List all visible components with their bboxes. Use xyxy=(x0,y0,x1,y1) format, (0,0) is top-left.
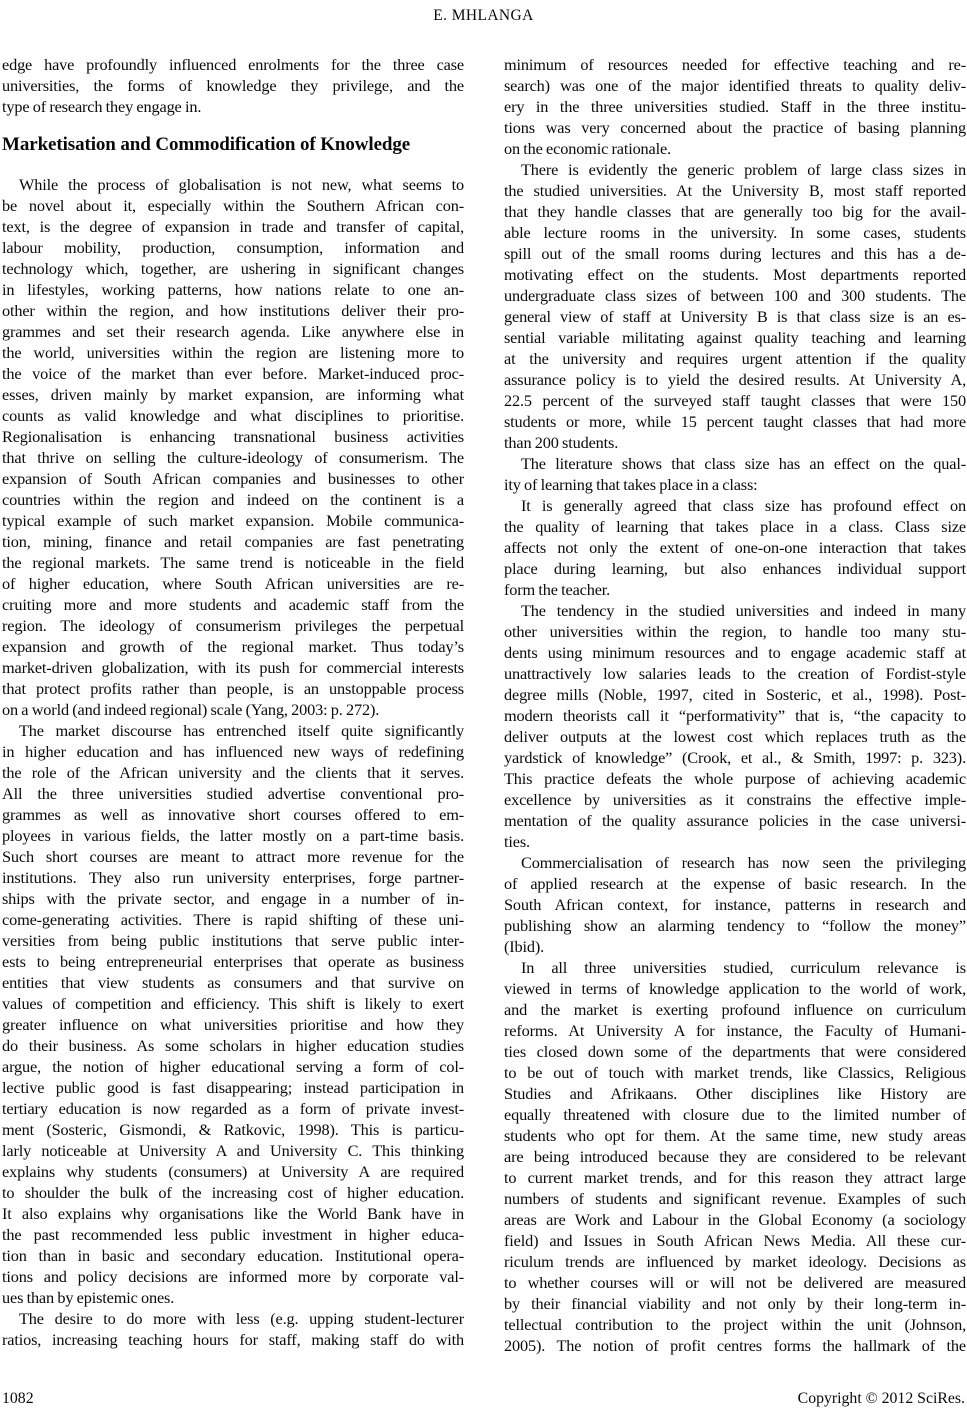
text-line: degree mills (Noble, 1997, cited in Sosteric, et al., 1998). Post- xyxy=(504,685,966,704)
text-line: publishing show an alarming tendency to “follow the money” xyxy=(504,916,966,935)
text-line: other within the region, and how institutions deliver their pro- xyxy=(2,301,464,320)
text-line: market-driven globalization, with its push for commercial interests xyxy=(2,658,464,677)
copyright-notice: Copyright © 2012 SciRes. xyxy=(797,1390,965,1407)
text-line: expansion of South African companies and businesses to other xyxy=(2,469,464,488)
text-line: entities that view students as consumers and that survive on xyxy=(2,973,464,992)
text-line: excellence by universities as it constrains the effective imple- xyxy=(504,790,966,809)
text-line: equally threatened with closure due to the limited number of xyxy=(504,1105,966,1124)
text-line: tertiary education is now regarded as a form of private invest- xyxy=(2,1099,464,1118)
text-line: ery in the three universities studied. Staff in the three institu- xyxy=(504,97,966,116)
text-line: assurance policy is to yield the desired results. At University A, xyxy=(504,370,966,389)
text-line: unattractively low salaries leads to the creation of Fordist-style xyxy=(504,664,966,683)
text-line: versities from being public institutions that serve public inter- xyxy=(2,931,464,950)
text-line: in higher education and has influenced new ways of redefining xyxy=(2,742,464,761)
text-line: of higher education, where South African universities are re- xyxy=(2,574,464,593)
text-line: tions and policy decisions are informed more by corporate val- xyxy=(2,1267,464,1286)
text-line: Regionalisation is enhancing transnational business activities xyxy=(2,427,464,446)
paragraph xyxy=(504,852,966,957)
text-line: come-generating activities. There is rapid shifting of these uni- xyxy=(2,910,464,929)
text-line: The market discourse has entrenched itself quite significantly xyxy=(19,721,464,740)
text-line: grammes as well as innovative short courses offered to em- xyxy=(2,805,464,824)
text-line: reforms. At University A for instance, the Faculty of Humani- xyxy=(504,1021,966,1040)
text-line: the studied universities. At the University B, most staff reported xyxy=(504,181,966,200)
text-line: ues than by epistemic ones. xyxy=(2,1288,175,1307)
text-line: The desire to do more with less (e.g. upping student-lecturer xyxy=(19,1309,464,1328)
text-line: on a world (and indeed regional) scale (Yang, 2003: p. 272). xyxy=(2,700,380,719)
text-line: to current market trends, and for this reason they attract large xyxy=(504,1168,966,1187)
text-line: spill out of the small rooms during lectures and this has a de- xyxy=(504,244,966,263)
text-line: ment (Sosteric, Gismondi, & Ratkovic, 1998). This is particu- xyxy=(2,1120,464,1139)
text-line: students who opt for them. At the same time, new study areas xyxy=(504,1126,966,1145)
text-line: dents using minimum resources and to engage academic staff at xyxy=(504,643,966,662)
text-line: It is generally agreed that class size has profound effect on xyxy=(521,496,966,515)
text-line: 22.5 percent of the surveyed staff taught classes that were 150 xyxy=(504,391,966,410)
text-line: universities, the forms of knowledge they privilege, and the xyxy=(2,76,464,95)
text-line: larly noticeable at University A and University C. This thinking xyxy=(2,1141,464,1160)
paragraph xyxy=(2,720,464,1308)
text-line: (Ibid). xyxy=(504,937,545,956)
paragraph xyxy=(504,453,966,495)
text-line: are being introduced because they are considered to be relevant xyxy=(504,1147,966,1166)
text-line: region. The ideology of consumerism privileges the perpetual xyxy=(2,616,464,635)
text-line: place during learning, but also enhances individual support xyxy=(504,559,966,578)
text-line: viewed in terms of knowledge application to the world of work, xyxy=(504,979,966,998)
text-line: at the university and requires urgent attention if the quality xyxy=(504,349,966,368)
text-line: the quality of learning that takes place in a class. Class size xyxy=(504,517,966,536)
text-line: that they handle classes that are generally too big for the avail- xyxy=(504,202,966,221)
text-line: and the market is exerting profound influence on curriculum xyxy=(504,1000,966,1019)
text-line: minimum of resources needed for effective teaching and re- xyxy=(504,55,966,74)
text-line: in lifestyles, working patterns, how nations relate to one an- xyxy=(2,280,464,299)
text-line: It also explains why organisations like the World Bank have in xyxy=(2,1204,464,1223)
page-number: 1082 xyxy=(2,1390,34,1407)
text-line: technology which, together, are ushering in significant changes xyxy=(2,259,464,278)
text-line: the past recommended less public investment in higher educa- xyxy=(2,1225,464,1244)
paragraph xyxy=(2,1308,464,1350)
text-line: ests to being entrepreneurial enterprises that operate as business xyxy=(2,952,464,971)
text-line: undergraduate class sizes of between 100 and 300 students. The xyxy=(504,286,966,305)
text-line: counts as valid knowledge and what disciplines to prioritise. xyxy=(2,406,464,425)
paragraph xyxy=(504,600,966,852)
text-line: other universities within the region, to handle too many stu- xyxy=(504,622,966,641)
section-heading: Marketisation and Commodification of Knowledge xyxy=(2,134,411,155)
text-line: of applied research at the expense of basic research. In the xyxy=(504,874,966,893)
text-line: numbers of students and significant revenue. Examples of such xyxy=(504,1189,966,1208)
text-line: 2005). The notion of profit centres forms the hallmark of the xyxy=(504,1336,966,1355)
text-line: the role of the African university and the clients that it serves. xyxy=(2,763,464,782)
text-line: All the three universities studied advertise conventional pro- xyxy=(2,784,464,803)
running-head-title: E. MHLANGA xyxy=(433,7,534,24)
text-line: tellectual contribution to the project within the unit (Johnson, xyxy=(504,1315,966,1334)
text-line: The tendency in the studied universities and indeed in many xyxy=(521,601,966,620)
text-line: form the teacher. xyxy=(504,580,611,599)
text-line: modern theorists call it “performativity” that is, “the capacity to xyxy=(504,706,966,725)
text-line: explains why students (consumers) at University A are required xyxy=(2,1162,464,1181)
text-line: do their business. As some scholars in higher education studies xyxy=(2,1036,464,1055)
text-line: to be out of touch with market trends, like Classics, Religious xyxy=(504,1063,966,1082)
text-line: Such short courses are meant to attract more revenue for the xyxy=(2,847,464,866)
text-line: While the process of globalisation is not new, what seems to xyxy=(19,175,464,194)
text-line: on the economic rationale. xyxy=(504,139,671,158)
text-line: be novel about it, especially within the Southern African con- xyxy=(2,196,464,215)
text-line: South African context, for instance, patterns in research and xyxy=(504,895,966,914)
text-line: There is evidently the generic problem of large class sizes in xyxy=(521,160,966,179)
text-line: ties closed down some of the departments that were considered xyxy=(504,1042,966,1061)
text-line: This practice defeats the whole purpose of achieving academic xyxy=(504,769,966,788)
text-line: tions was very concerned about the practice of basing planning xyxy=(504,118,966,137)
text-line: values of competition and efficiency. This shift is likely to exert xyxy=(2,994,464,1013)
text-line: institutions. They also run university enterprises, forge partner- xyxy=(2,868,464,887)
paragraph xyxy=(504,957,966,1356)
text-line: the world, universities within the region are listening more to xyxy=(2,343,464,362)
text-line: motivating effect on the students. Most departments reported xyxy=(504,265,966,284)
text-column-right xyxy=(504,54,966,1356)
text-column-left xyxy=(2,54,464,1350)
text-line: typical example of such market expansion. Mobile communica- xyxy=(2,511,464,530)
text-line: ties. xyxy=(504,832,530,851)
paragraph xyxy=(2,174,464,720)
text-line: tion, mining, finance and retail companies are fast penetrating xyxy=(2,532,464,551)
text-line: to shoulder the bulk of the increasing cost of higher education. xyxy=(2,1183,464,1202)
text-line: by their financial viability and not only by their long-term in- xyxy=(504,1294,966,1313)
text-line: affects not only the extent of one-on-one interaction that takes xyxy=(504,538,966,557)
text-line: cruiting more and more students and academic staff from the xyxy=(2,595,464,614)
text-line: ships with the private sector, and engage in a number of in- xyxy=(2,889,464,908)
text-line: Studies and Afrikaans. Other disciplines like History are xyxy=(504,1084,966,1103)
paragraph xyxy=(2,54,464,117)
text-line: mentation of the quality assurance policies in the case universi- xyxy=(504,811,966,830)
text-line: search) was one of the major identified threats to quality deliv- xyxy=(504,76,966,95)
text-line: that protect profits rather than people, is an unstoppable process xyxy=(2,679,464,698)
paragraph xyxy=(504,54,966,159)
text-line: areas are Work and Labour in the Global Economy (a sociology xyxy=(504,1210,966,1229)
text-line: that thrive on selling the culture-ideology of consumerism. The xyxy=(2,448,464,467)
text-line: field) and Issues in South African News Media. All these cur- xyxy=(504,1231,966,1250)
text-line: the regional markets. The same trend is noticeable in the field xyxy=(2,553,464,572)
text-line: yardstick of knowledge” (Crook, et al., & Smith, 1997: p. 323). xyxy=(504,748,966,767)
text-line: ployees in various fields, the latter mostly on a part-time basis. xyxy=(2,826,464,845)
text-line: than 200 students. xyxy=(504,433,619,452)
text-line: ity of learning that takes place in a class: xyxy=(504,475,758,494)
text-line: deliver outputs at the lowest cost which replaces truth as the xyxy=(504,727,966,746)
text-line: argue, the notion of higher educational serving a form of col- xyxy=(2,1057,464,1076)
text-line: In all three universities studied, curriculum relevance is xyxy=(521,958,966,977)
text-line: Commercialisation of research has now seen the privileging xyxy=(521,853,966,872)
text-line: expansion and growth of the regional market. Thus today’s xyxy=(2,637,464,656)
paragraph xyxy=(504,159,966,453)
text-line: labour mobility, production, consumption, information and xyxy=(2,238,464,257)
text-line: to whether courses will or will not be delivered are measured xyxy=(504,1273,966,1292)
text-line: lective public good is fast disappearing; instead participation in xyxy=(2,1078,464,1097)
text-line: tion than in basic and secondary education. Institutional opera- xyxy=(2,1246,464,1265)
text-line: greater influence on what universities prioritise and how they xyxy=(2,1015,464,1034)
text-line: the voice of the market than ever before. Market-induced proc- xyxy=(2,364,464,383)
text-line: able lecture rooms in the university. In some cases, students xyxy=(504,223,966,242)
text-line: type of research they engage in. xyxy=(2,97,202,116)
text-line: edge have profoundly influenced enrolments for the three case xyxy=(2,55,464,74)
text-line: students or more, while 15 percent taught classes that had more xyxy=(504,412,966,431)
paragraph xyxy=(504,495,966,600)
text-line: riculum trends are influenced by market ideology. Decisions as xyxy=(504,1252,966,1271)
text-line: ratios, increasing teaching hours for staff, making staff do with xyxy=(2,1330,464,1349)
text-line: countries within the region and indeed on the continent is a xyxy=(2,490,464,509)
text-line: general view of staff at University B is that class size is an es- xyxy=(504,307,966,326)
text-line: The literature shows that class size has an effect on the qual- xyxy=(521,454,966,473)
text-line: esses, driven mainly by market expansion, are informing what xyxy=(2,385,464,404)
text-line: grammes and set their research agenda. Like anywhere else in xyxy=(2,322,464,341)
text-line: text, is the degree of expansion in trade and transfer of capital, xyxy=(2,217,464,236)
text-line: sential variable militating against quality teaching and learning xyxy=(504,328,966,347)
